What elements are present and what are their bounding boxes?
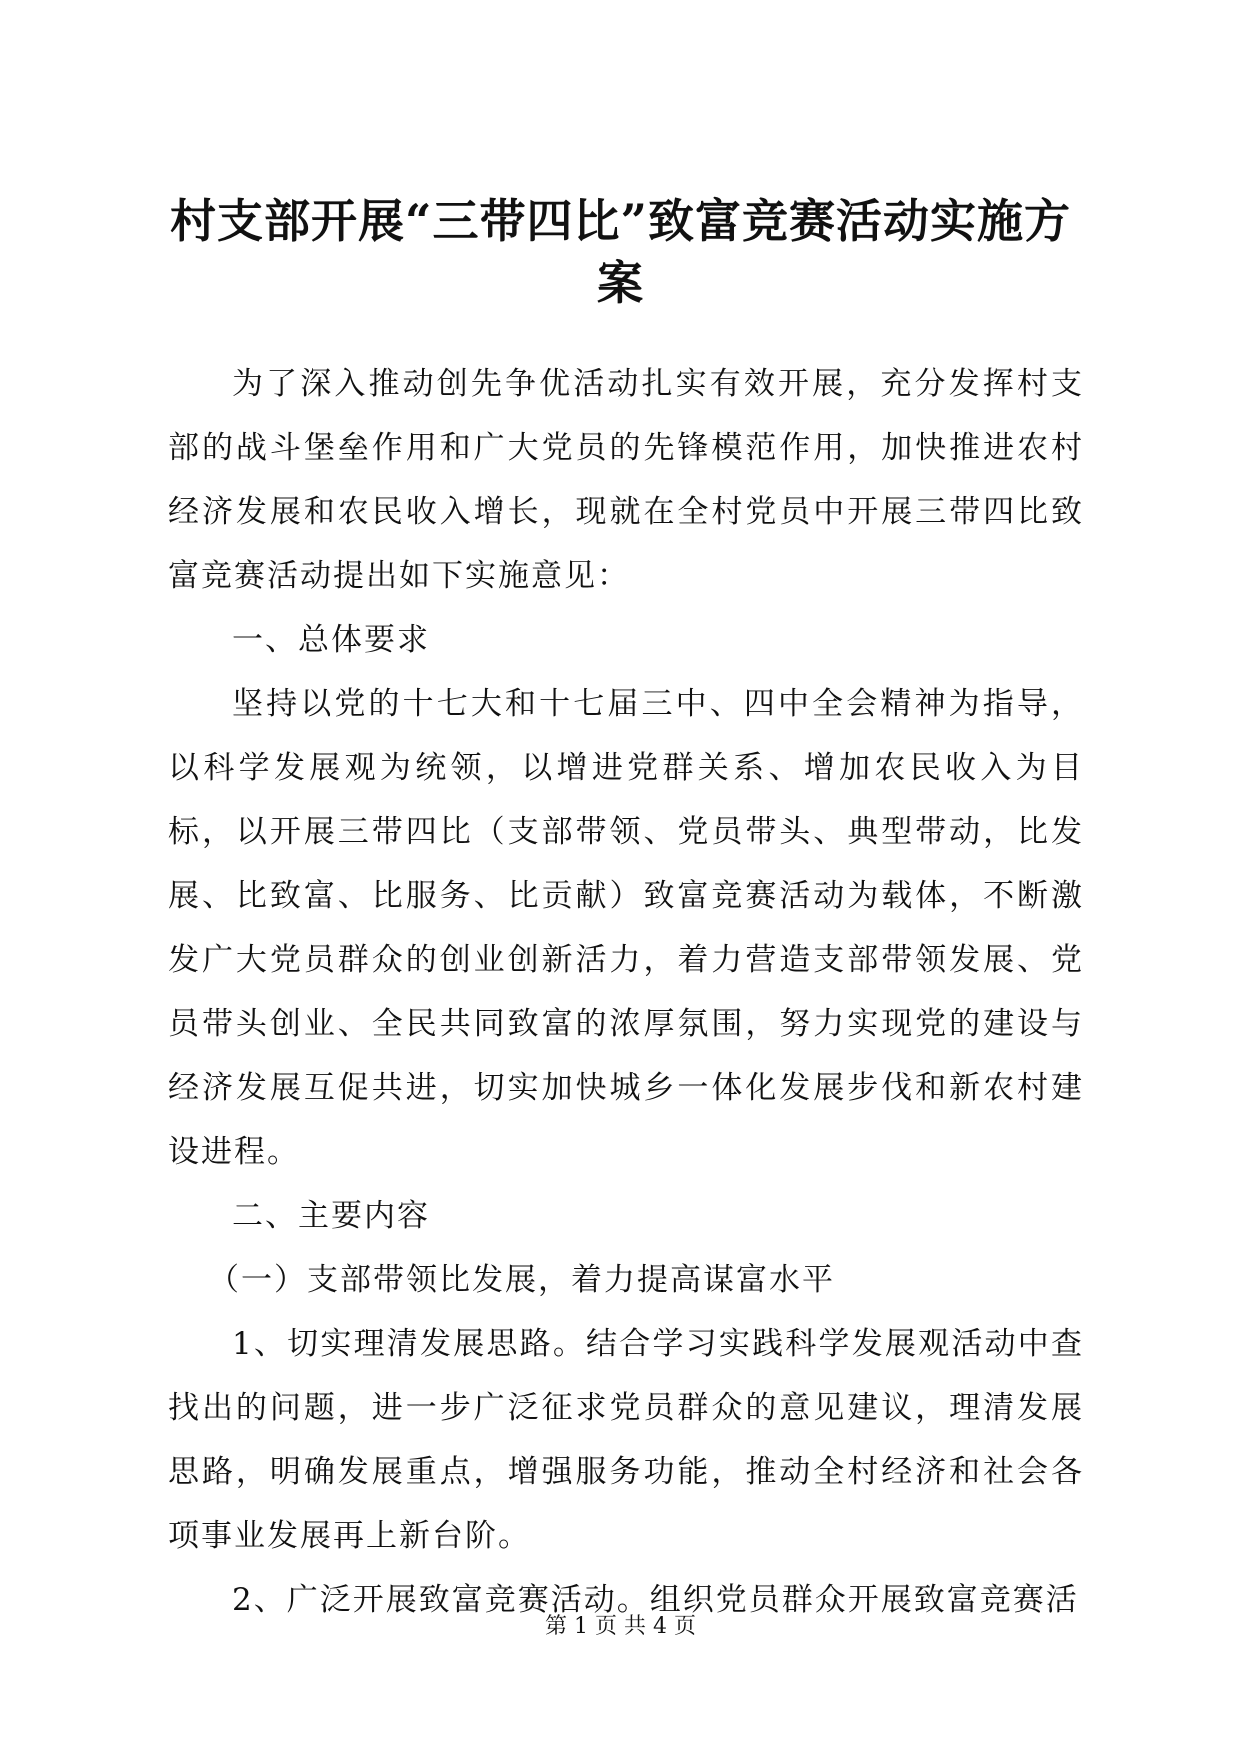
paragraph-overall-requirements: 坚持以党的十七大和十七届三中、四中全会精神为指导，以科学发展观为统领，以增进党群关系、增加农民收入为目标，以开展三带四比（支部带领、党员带头、典型带动，比发展、比致富、比服务、比贡献）致富竞赛活动为载体，不断激发广大党员群众的创业创新活力，着力营造支部带领发展、党员带头创业、全民共同致富的浓厚氛围，努力实现党的建设与经济发展互促共进，切实加快城乡一体化发展步伐和新农村建设进程。 <box>168 686 1084 1170</box>
paragraph-item-2: 2、广泛开展致富竞赛活动。组织党员群众开展致富竞赛活 <box>232 1582 1079 1618</box>
document-body <box>168 352 1084 1632</box>
section-heading-overall-requirements: 一、总体要求 <box>232 622 430 658</box>
paragraph-intro: 为了深入推动创先争优活动扎实有效开展，充分发挥村支部的战斗堡垒作用和广大党员的先锋模范作用，加快推进农村经济发展和农民收入增长，现就在全村党员中开展三带四比致富竞赛活动提出如下实施意见： <box>168 366 1084 594</box>
section-heading-main-content: 二、主要内容 <box>232 1198 430 1234</box>
document-title: 村支部开展“三带四比”致富竞赛活动实施方案 <box>170 194 1071 310</box>
paragraph-item-1: 1、切实理清发展思路。结合学习实践科学发展观活动中查找出的问题，进一步广泛征求党员群众的意见建议，理清发展思路，明确发展重点，增强服务功能，推动全村经济和社会各项事业发展再上新台阶。 <box>168 1326 1084 1554</box>
page-footer <box>0 1612 1241 1642</box>
page-number-label: 第 1 页 共 4 页 <box>545 1614 696 1639</box>
subsection-heading-branch-leads: （一）支部带领比发展，着力提高谋富水平 <box>208 1262 835 1298</box>
